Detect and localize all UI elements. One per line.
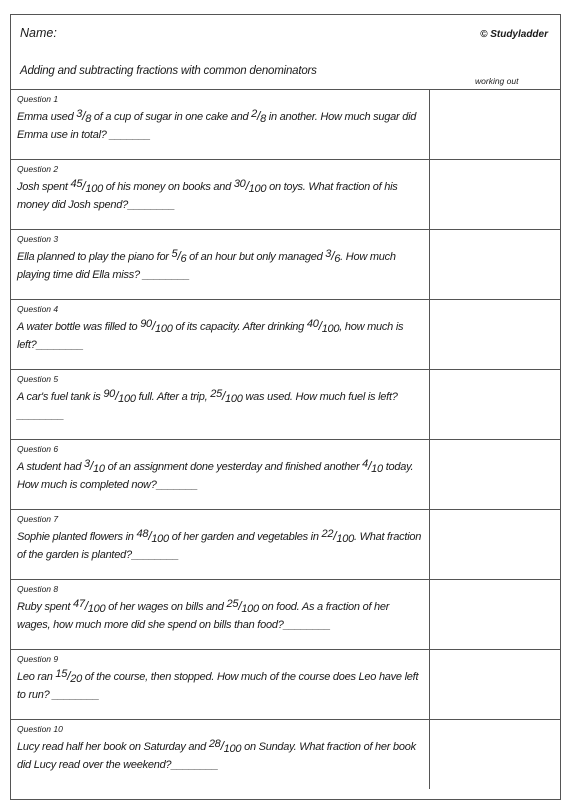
fraction [140,317,172,336]
question-text-segment: of his money on books and [102,181,234,193]
question-row [11,439,560,509]
question-cell [11,160,429,229]
fraction-slash: / [82,109,86,123]
fraction [103,387,135,406]
question-text-segment: in another. How much sugar did Emma use in total? _______ [17,111,417,141]
working-out-cell[interactable] [429,720,561,789]
question-number: Question 2 [17,164,59,174]
question-list [11,89,560,789]
fraction [325,247,340,266]
question-text [17,317,422,354]
question-text-segment: was used. How much fuel is left?________ [17,391,398,421]
question-text-segment: A car's fuel tank is [17,391,104,403]
fraction-numerator: 40 [306,318,319,330]
working-out-cell[interactable] [429,160,561,229]
question-row [11,229,560,299]
fraction-denominator: 100 [223,743,242,755]
question-text-segment: A water bottle was filled to [17,321,141,333]
working-out-cell[interactable] [429,90,561,159]
question-text [17,667,422,704]
question-text-segment: of her wages on bills and [105,601,227,613]
working-out-label: working out [475,76,519,86]
question-text-segment: on food. As a fraction of her wages, how much more did she spend on bills than food?________ [17,601,390,631]
fraction-denominator: 10 [371,463,383,475]
question-cell [11,580,429,649]
fraction-denominator: 20 [70,673,82,685]
working-out-cell[interactable] [429,370,561,439]
worksheet-header [11,15,560,89]
fraction-numerator: 3 [325,248,332,260]
fraction-denominator: 100 [85,183,103,195]
fraction-denominator: 100 [87,603,106,615]
fraction-denominator: 100 [151,533,169,545]
fraction-denominator: 8 [85,113,92,125]
question-text [17,597,422,634]
fraction-slash: / [333,529,337,543]
question-number: Question 9 [17,654,59,664]
question-number: Question 10 [17,724,63,734]
question-row [11,649,560,719]
question-cell [11,370,429,439]
question-text-segment: Josh spent [17,181,71,193]
fraction [55,667,82,686]
question-cell [11,300,429,369]
question-number: Question 6 [17,444,59,454]
question-row [11,299,560,369]
brand-label: © Studyladder [480,29,548,40]
fraction [71,177,103,196]
fraction-denominator: 100 [248,183,267,195]
fraction [210,387,242,406]
question-number: Question 3 [17,234,59,244]
working-out-cell[interactable] [429,580,561,649]
question-text-segment: full. After a trip, [135,391,211,403]
fraction [226,597,258,616]
fraction-slash: / [257,109,261,123]
question-row [11,579,560,649]
fraction-denominator: 8 [260,113,266,125]
question-text [17,177,422,214]
question-text-segment: of its capacity. After drinking [172,321,307,333]
question-text-segment: Lucy read half her book on Saturday and [17,741,209,753]
fraction-numerator: 2 [251,108,257,120]
fraction-numerator: 4 [362,458,369,470]
question-text-segment: of a cup of sugar in one cake and [91,111,252,123]
question-text-segment: today. How much is completed now?_______ [17,461,414,491]
fraction [73,597,105,616]
question-text-segment: . How much playing time did Ella miss? ________ [17,251,396,281]
question-row [11,509,560,579]
fraction-denominator: 6 [180,253,187,265]
question-text-segment: , how much is left?________ [17,321,404,351]
question-number: Question 5 [17,374,59,384]
fraction-slash: / [221,389,226,403]
question-text [17,737,422,774]
fraction-slash: / [331,249,335,263]
fraction [136,527,168,546]
fraction [234,177,266,196]
fraction-slash: / [245,179,249,193]
question-text [17,247,422,284]
fraction-slash: / [148,529,152,543]
fraction-denominator: 6 [334,253,341,265]
fraction-slash: / [89,459,94,473]
fraction-numerator: 45 [70,178,83,190]
question-cell [11,510,429,579]
working-out-cell[interactable] [429,650,561,719]
fraction-slash: / [82,179,86,193]
fraction-numerator: 30 [233,178,246,190]
working-out-cell[interactable] [429,510,561,579]
question-row [11,159,560,229]
question-text-segment: Sophie planted flowers in [17,531,137,543]
question-cell [11,440,429,509]
fraction-slash: / [115,389,119,403]
fraction [322,527,354,546]
fraction-slash: / [67,669,71,683]
name-label: Name: [20,26,57,40]
fraction-denominator: 100 [321,323,340,335]
question-cell [11,230,429,299]
fraction-denominator: 100 [225,393,243,405]
fraction-numerator: 48 [136,528,149,540]
question-text-segment: A student had [17,461,85,473]
question-text [17,527,422,564]
question-text-segment: on Sunday. What fraction of her book did Lucy read over the weekend?________ [17,741,416,771]
question-cell [11,720,429,789]
question-row [11,89,560,159]
fraction-numerator: 28 [208,738,221,750]
fraction-numerator: 90 [103,388,116,400]
fraction-denominator: 100 [155,323,173,335]
question-text-segment: Leo ran [17,671,56,683]
question-text-segment: of her garden and vegetables in [168,531,322,543]
fraction-slash: / [177,249,181,263]
working-out-cell[interactable] [429,440,561,509]
question-text [17,387,422,424]
fraction-slash: / [318,319,322,333]
question-row [11,369,560,439]
fraction-denominator: 10 [93,463,105,475]
question-text-segment: of an assignment done yesterday and finished another [104,461,363,473]
worksheet-title: Adding and subtracting fractions with common denominators [20,65,317,77]
fraction-numerator: 22 [321,528,334,540]
fraction-slash: / [151,319,156,333]
question-text-segment: of an hour but only managed [186,251,326,263]
fraction-slash: / [238,599,242,613]
fraction [251,107,266,126]
fraction-numerator: 3 [84,458,90,470]
question-text [17,107,422,144]
fraction-denominator: 100 [241,603,259,615]
question-cell [11,90,429,159]
fraction [209,737,241,756]
question-text-segment: Emma used [17,111,77,123]
fraction-numerator: 25 [210,388,222,400]
fraction [76,107,91,126]
fraction-denominator: 100 [336,533,354,545]
question-number: Question 7 [17,514,59,524]
question-text-segment: . What fraction of the garden is planted?________ [17,531,422,561]
fraction [307,317,339,336]
question-text-segment: Ruby spent [17,601,73,613]
fraction-numerator: 25 [226,598,239,610]
fraction-slash: / [84,599,88,613]
fraction [362,457,383,476]
question-number: Question 4 [17,304,59,314]
question-cell [11,650,429,719]
question-number: Question 1 [17,94,59,104]
question-text-segment: Ella planned to play the piano for [17,251,172,263]
working-out-cell[interactable] [429,230,561,299]
fraction-numerator: 5 [171,248,178,260]
fraction [84,457,105,476]
fraction-slash: / [220,739,224,753]
working-out-cell[interactable] [429,300,561,369]
fraction-numerator: 3 [76,108,83,120]
question-text-segment: on toys. What fraction of his money did Josh spend?________ [17,181,398,211]
question-number: Question 8 [17,584,59,594]
fraction-slash: / [368,459,372,473]
fraction-denominator: 100 [118,393,136,405]
worksheet [10,14,561,800]
fraction [172,247,187,266]
question-row [11,719,560,789]
fraction-numerator: 90 [140,318,152,330]
question-text [17,457,422,494]
fraction-numerator: 15 [55,668,68,680]
fraction-numerator: 47 [72,598,85,610]
question-text-segment: of the course, then stopped. How much of the course does Leo have left to run? ________ [17,671,419,701]
